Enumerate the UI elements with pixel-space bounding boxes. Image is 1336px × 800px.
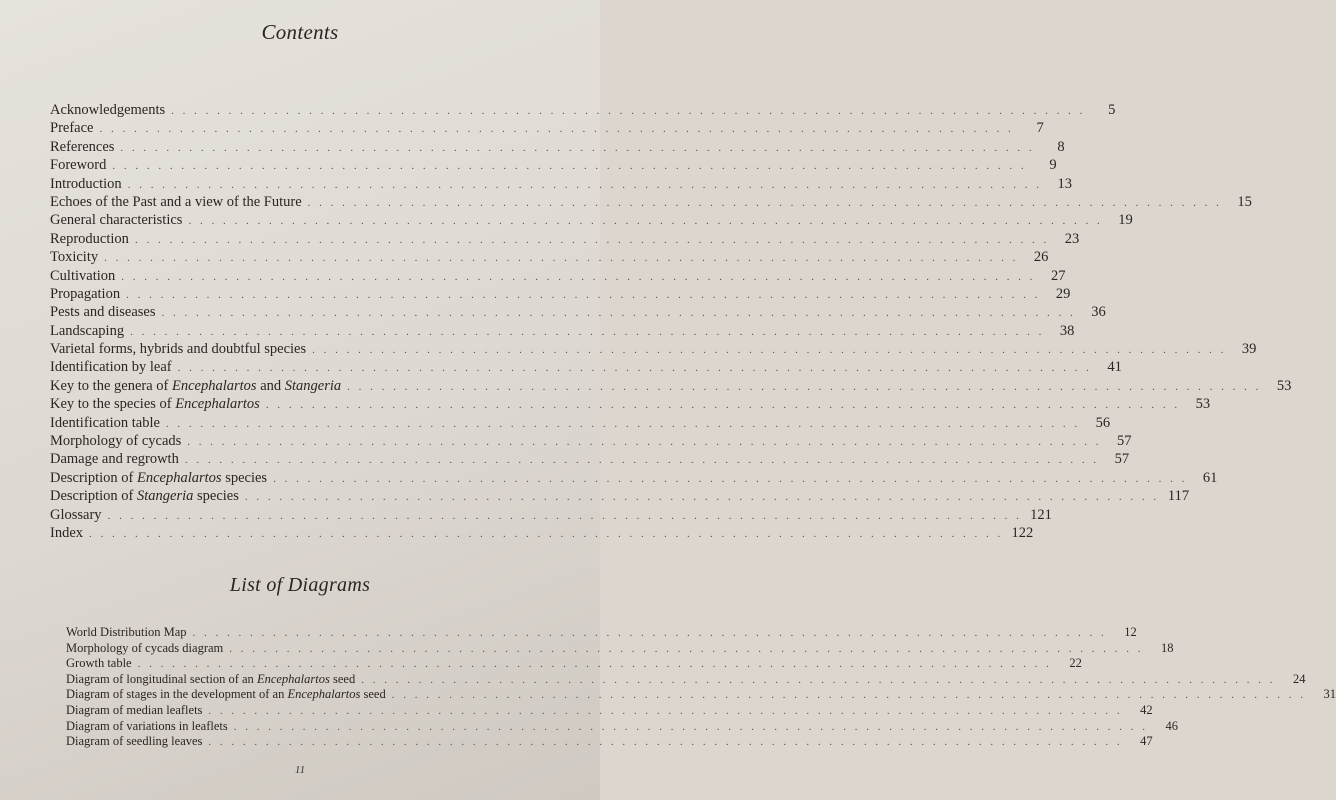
toc-entry [66, 656, 1082, 672]
page-number: 11 [294, 764, 306, 776]
toc-entry-page: 57 [1114, 451, 1130, 468]
dot-leader: . . . . . . . . . . . . . . . . . . . . . . . . . . . . . . . . . . . . . . . . . . . . . . . . . . . . . . . . . . . . . . . . . . . . . . . . . . . . . . . . [104, 252, 1019, 265]
toc-entry-page: 23 [1064, 230, 1080, 247]
toc-entry [50, 230, 1080, 249]
dot-leader: . . . . . . . . . . . . . . . . . . . . . . . . . . . . . . . . . . . . . . . . . . . . . . . . . . . . . . . . . . . . . . . . . . . . . . . . . . . . . . . . [244, 491, 1160, 504]
toc-entry-title: Growth table [66, 656, 132, 671]
toc-entry-title: Index [50, 524, 84, 541]
contents-heading: Contents [261, 20, 339, 44]
toc-entry-title: Diagram of longitudinal section of an Encephalartos seed [66, 671, 356, 686]
toc-entry-page: 8 [1057, 138, 1065, 155]
toc-entry-page: 19 [1118, 212, 1133, 229]
toc-entry-title: Varietal forms, hybrids and doubtful species [50, 341, 307, 358]
toc-entry-page: 57 [1117, 433, 1132, 450]
toc-entry-title: Morphology of cycads diagram [66, 640, 224, 655]
toc-entry [66, 734, 1153, 750]
toc-entry [50, 488, 1190, 506]
toc-entry [50, 138, 1065, 157]
toc-entry-title: Diagram of seedling leaves [66, 734, 203, 749]
toc-entry-title: References [50, 138, 115, 155]
toc-entry [66, 687, 1336, 703]
toc-entry [50, 157, 1057, 175]
contents-list [50, 102, 1292, 543]
toc-entry-title: General characteristics [50, 212, 183, 229]
dot-leader: . . . . . . . . . . . . . . . . . . . . . . . . . . . . . . . . . . . . . . . . . . . . . . . . . . . . . . . . . . . . . . . . . . . . . . . . . . . . . . . . [208, 704, 1123, 717]
toc-entry [50, 322, 1075, 341]
dot-leader: . . . . . . . . . . . . . . . . . . . . . . . . . . . . . . . . . . . . . . . . . . . . . . . . . . . . . . . . . . . . . . . . . . . . . . . . . . . . . . . . [171, 105, 1086, 117]
toc-entry [50, 396, 1211, 414]
toc-entry-title: Diagram of median leaflets [66, 702, 203, 717]
toc-entry-title: Echoes of the Past and a view of the Future [50, 193, 302, 210]
toc-entry [50, 524, 1034, 543]
toc-entry [66, 625, 1137, 641]
toc-entry-page: 61 [1202, 469, 1218, 486]
dot-leader: . . . . . . . . . . . . . . . . . . . . . . . . . . . . . . . . . . . . . . . . . . . . . . . . . . . . . . . . . . . . . . . . . . . . . . . . . . . . . . . . [312, 344, 1227, 357]
toc-entry-title: Glossary [50, 506, 102, 523]
toc-entry-page: 41 [1107, 359, 1122, 376]
dot-leader: . . . . . . . . . . . . . . . . . . . . . . . . . . . . . . . . . . . . . . . . . . . . . . . . . . . . . . . . . . . . . . . . . . . . . . . . . . . . . . . . [126, 288, 1041, 301]
toc-entry-page: 47 [1140, 734, 1153, 749]
toc-entry [50, 249, 1049, 267]
toc-entry-page: 31 [1323, 687, 1336, 702]
dot-leader: . . . . . . . . . . . . . . . . . . . . . . . . . . . . . . . . . . . . . . . . . . . . . . . . . . . . . . . . . . . . . . . . . . . . . . . . . . . . . . . . [127, 178, 1042, 191]
toc-entry-page: 12 [1124, 625, 1137, 639]
toc-entry [50, 469, 1218, 488]
toc-entry-page: 15 [1237, 193, 1252, 210]
toc-entry-page: 13 [1057, 175, 1072, 192]
toc-entry [50, 433, 1132, 451]
toc-entry-title: Introduction [50, 175, 122, 192]
toc-entry [66, 640, 1174, 657]
toc-entry-page: 27 [1051, 267, 1066, 284]
toc-entry-title: Key to the genera of Encephalartos and Stangeria [50, 377, 342, 394]
diagrams-heading: List of Diagrams [229, 574, 371, 596]
toc-entry-page: 56 [1095, 414, 1111, 431]
diagrams-list [66, 625, 1336, 750]
dot-leader: . . . . . . . . . . . . . . . . . . . . . . . . . . . . . . . . . . . . . . . . . . . . . . . . . . . . . . . . . . . . . . . . . . . . . . . . . . . . . . . . [192, 627, 1107, 639]
dot-leader: . . . . . . . . . . . . . . . . . . . . . . . . . . . . . . . . . . . . . . . . . . . . . . . . . . . . . . . . . . . . . . . . . . . . . . . . . . . . . . . . [161, 307, 1076, 320]
toc-entry-page: 122 [1011, 524, 1034, 541]
toc-entry [66, 671, 1306, 688]
toc-entry [50, 414, 1111, 433]
toc-entry-page: 53 [1195, 396, 1211, 413]
toc-entry-page: 18 [1161, 640, 1174, 655]
dot-leader: . . . . . . . . . . . . . . . . . . . . . . . . . . . . . . . . . . . . . . . . . . . . . . . . . . . . . . . . . . . . . . . . . . . . . . . . . . . . . . . . [177, 362, 1092, 375]
toc-entry-page: 53 [1276, 377, 1292, 394]
toc-entry-title: Diagram of stages in the development of an Encephalartos seed [66, 687, 386, 702]
dot-leader: . . . . . . . . . . . . . . . . . . . . . . . . . . . . . . . . . . . . . . . . . . . . . . . . . . . . . . . . . . . . . . . . . . . . . . . . . . . . . . . . [107, 509, 1022, 522]
dot-leader: . . . . . . . . . . . . . . . . . . . . . . . . . . . . . . . . . . . . . . . . . . . . . . . . . . . . . . . . . . . . . . . . . . . . . . . . . . . . . . . . [187, 436, 1102, 449]
dot-leader: . . . . . . . . . . . . . . . . . . . . . . . . . . . . . . . . . . . . . . . . . . . . . . . . . . . . . . . . . . . . . . . . . . . . . . . . . . . . . . . . [134, 233, 1050, 246]
toc-entry-title: World Distribution Map [66, 625, 187, 639]
toc-entry [50, 359, 1122, 377]
dot-leader: . . . . . . . . . . . . . . . . . . . . . . . . . . . . . . . . . . . . . . . . . . . . . . . . . . . . . . . . . . . . . . . . . . . . . . . . . . . . . . . . [184, 454, 1100, 467]
toc-entry-title: Identification by leaf [50, 359, 172, 376]
toc-entry [66, 718, 1178, 735]
dot-leader: . . . . . . . . . . . . . . . . . . . . . . . . . . . . . . . . . . . . . . . . . . . . . . . . . . . . . . . . . . . . . . . . . . . . . . . . . . . . . . . . [361, 673, 1276, 686]
toc-entry-title: Morphology of cycads [50, 433, 182, 450]
toc-entry [50, 304, 1106, 322]
toc-entry-page: 36 [1091, 304, 1106, 321]
dot-leader: . . . . . . . . . . . . . . . . . . . . . . . . . . . . . . . . . . . . . . . . . . . . . . . . . . . . . . . . . . . . . . . . . . . . . . . . . . . . . . . . [229, 642, 1144, 655]
dot-leader: . . . . . . . . . . . . . . . . . . . . . . . . . . . . . . . . . . . . . . . . . . . . . . . . . . . . . . . . . . . . . . . . . . . . . . . . . . . . . . . . [188, 215, 1103, 228]
toc-entry [50, 285, 1071, 304]
toc-entry-page: 26 [1033, 249, 1049, 266]
toc-entry-page: 117 [1167, 488, 1190, 505]
toc-entry-page: 7 [1036, 120, 1044, 137]
toc-entry [50, 193, 1252, 212]
dot-leader: . . . . . . . . . . . . . . . . . . . . . . . . . . . . . . . . . . . . . . . . . . . . . . . . . . . . . . . . . . . . . . . . . . . . . . . . . . . . . . . . [89, 527, 1004, 540]
toc-entry-page: 39 [1241, 341, 1257, 358]
toc-entry-title: Preface [50, 120, 94, 137]
toc-entry-title: Toxicity [50, 249, 99, 266]
toc-entry [50, 120, 1044, 138]
toc-entry [50, 506, 1052, 525]
toc-entry-page: 9 [1049, 157, 1057, 174]
toc-entry [66, 702, 1153, 719]
dot-leader: . . . . . . . . . . . . . . . . . . . . . . . . . . . . . . . . . . . . . . . . . . . . . . . . . . . . . . . . . . . . . . . . . . . . . . . . . . . . . . . . [233, 720, 1148, 733]
toc-entry [50, 102, 1116, 120]
toc-entry-page: 29 [1055, 285, 1071, 302]
toc-entry-title: Description of Encephalartos species [50, 469, 268, 486]
toc-entry [50, 175, 1072, 194]
toc-entry [50, 267, 1066, 286]
toc-entry-title: Description of Stangeria species [50, 488, 239, 505]
toc-entry [50, 341, 1257, 359]
toc-entry-page: 24 [1292, 671, 1306, 686]
dot-leader: . . . . . . . . . . . . . . . . . . . . . . . . . . . . . . . . . . . . . . . . . . . . . . . . . . . . . . . . . . . . . . . . . . . . . . . . . . . . . . . . [307, 196, 1222, 209]
toc-entry-page: 42 [1140, 702, 1153, 717]
toc-entry-title: Landscaping [50, 322, 125, 339]
dot-leader: . . . . . . . . . . . . . . . . . . . . . . . . . . . . . . . . . . . . . . . . . . . . . . . . . . . . . . . . . . . . . . . . . . . . . . . . . . . . . . . . [121, 270, 1036, 283]
toc-entry-page: 46 [1165, 718, 1178, 733]
dot-leader: . . . . . . . . . . . . . . . . . . . . . . . . . . . . . . . . . . . . . . . . . . . . . . . . . . . . . . . . . . . . . . . . . . . . . . . . . . . . . . . . [347, 380, 1262, 393]
toc-entry-page: 22 [1069, 656, 1082, 671]
toc-entry-title: Cultivation [50, 267, 116, 284]
toc-entry [50, 451, 1130, 469]
dot-leader: . . . . . . . . . . . . . . . . . . . . . . . . . . . . . . . . . . . . . . . . . . . . . . . . . . . . . . . . . . . . . . . . . . . . . . . . . . . . . . . . [99, 123, 1014, 136]
toc-entry [50, 377, 1292, 396]
dot-leader: . . . . . . . . . . . . . . . . . . . . . . . . . . . . . . . . . . . . . . . . . . . . . . . . . . . . . . . . . . . . . . . . . . . . . . . . . . . . . . . . [273, 472, 1188, 485]
toc-entry-title: Diagram of variations in leaflets [66, 718, 228, 733]
toc-entry [50, 212, 1133, 230]
dot-leader: . . . . . . . . . . . . . . . . . . . . . . . . . . . . . . . . . . . . . . . . . . . . . . . . . . . . . . . . . . . . . . . . . . . . . . . . . . . . . . . . [130, 325, 1045, 338]
dot-leader: . . . . . . . . . . . . . . . . . . . . . . . . . . . . . . . . . . . . . . . . . . . . . . . . . . . . . . . . . . . . . . . . . . . . . . . . . . . . . . . . [265, 399, 1181, 412]
toc-entry-title: Damage and regrowth [50, 451, 179, 468]
toc-entry-title: Pests and diseases [50, 304, 156, 321]
toc-entry-title: Propagation [50, 285, 121, 302]
toc-entry-page: 5 [1108, 102, 1116, 118]
dot-leader: . . . . . . . . . . . . . . . . . . . . . . . . . . . . . . . . . . . . . . . . . . . . . . . . . . . . . . . . . . . . . . . . . . . . . . . . . . . . . . . . [165, 417, 1081, 430]
dot-leader: . . . . . . . . . . . . . . . . . . . . . . . . . . . . . . . . . . . . . . . . . . . . . . . . . . . . . . . . . . . . . . . . . . . . . . . . . . . . . . . . [112, 160, 1027, 173]
toc-entry-title: Foreword [50, 157, 107, 174]
toc-entry-title: Identification table [50, 414, 160, 431]
toc-entry-title: Acknowledgements [50, 102, 166, 118]
toc-entry-title: Reproduction [50, 230, 129, 247]
dot-leader: . . . . . . . . . . . . . . . . . . . . . . . . . . . . . . . . . . . . . . . . . . . . . . . . . . . . . . . . . . . . . . . . . . . . . . . . . . . . . . . . [120, 141, 1035, 154]
toc-entry-title: Key to the species of Encephalartos [50, 396, 260, 413]
dot-leader: . . . . . . . . . . . . . . . . . . . . . . . . . . . . . . . . . . . . . . . . . . . . . . . . . . . . . . . . . . . . . . . . . . . . . . . . . . . . . . . . [208, 736, 1123, 749]
toc-entry-page: 38 [1059, 322, 1075, 339]
dot-leader: . . . . . . . . . . . . . . . . . . . . . . . . . . . . . . . . . . . . . . . . . . . . . . . . . . . . . . . . . . . . . . . . . . . . . . . . . . . . . . . . [391, 689, 1306, 702]
dot-leader: . . . . . . . . . . . . . . . . . . . . . . . . . . . . . . . . . . . . . . . . . . . . . . . . . . . . . . . . . . . . . . . . . . . . . . . . . . . . . . . . [137, 658, 1052, 671]
toc-entry-page: 121 [1030, 506, 1052, 523]
